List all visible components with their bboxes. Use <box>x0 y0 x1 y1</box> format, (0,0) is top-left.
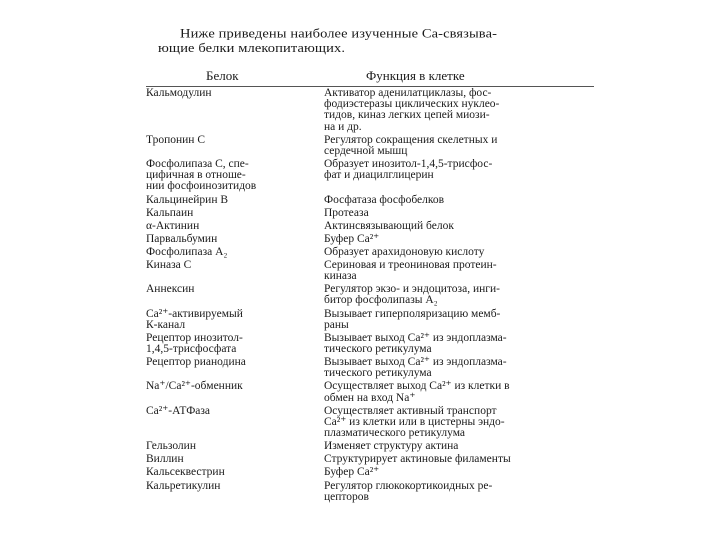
protein-name-cell: Тропонин С <box>146 133 205 146</box>
protein-name-cell: Кальретикулин <box>146 479 221 492</box>
table-row <box>146 309 596 331</box>
protein-function-cell: Активатор аденилатциклазы, фос- фодиэстеразы циклических нуклео- тидов, киназ легких цепей миози- на и др. <box>324 87 500 133</box>
table-row <box>146 481 596 503</box>
header-divider <box>146 86 594 87</box>
intro-text <box>158 27 598 56</box>
table-row <box>146 467 596 478</box>
table-row <box>146 441 596 452</box>
table-row <box>146 284 596 306</box>
column-header-function: Функция в клетке <box>366 68 465 83</box>
protein-name-cell: Киназа С <box>146 258 192 271</box>
protein-function-cell: Буфер Са²⁺ <box>324 466 380 479</box>
protein-name-cell: Кальпаин <box>146 206 194 219</box>
table-row <box>146 88 596 133</box>
protein-function-cell: Осуществляет выход Са²⁺ из клетки в обмен на вход Na⁺ <box>324 380 510 404</box>
table-body <box>146 88 596 503</box>
table-row <box>146 406 596 440</box>
protein-name-cell: Кальцинейрин В <box>146 193 229 206</box>
intro-line-1: Ниже приведены наиболее изученные Са-связыва- <box>180 27 498 41</box>
column-header-protein: Белок <box>206 68 239 83</box>
table-row <box>146 208 596 219</box>
protein-function-cell: Образует арахидоновую кислоту <box>324 245 485 258</box>
protein-function-cell: Фосфатаза фосфобелков <box>324 193 445 206</box>
protein-name-cell: Рецептор инозитол- 1,4,5-трисфосфата <box>146 331 243 356</box>
protein-name-cell: Na⁺/Са²⁺-обменник <box>146 380 243 393</box>
protein-function-cell: Регулятор глюкокортикоидных ре- цепторов <box>324 479 493 503</box>
protein-function-cell: Протеаза <box>324 206 369 219</box>
protein-name-cell: Парвальбумин <box>146 232 218 245</box>
protein-function-cell: Образует инозитол-1,4,5-трисфос- фат и диацилглицерин <box>324 158 493 182</box>
table-row <box>146 381 596 403</box>
protein-function-cell: Сериновая и треониновая протеин- киназа <box>324 258 497 283</box>
table-row <box>146 221 596 232</box>
table-row <box>146 234 596 245</box>
table-header <box>146 66 596 88</box>
protein-function-cell: Вызывает гиперполяризацию мемб- раны <box>324 307 501 331</box>
protein-name-cell: Са²⁺-АТФаза <box>146 404 211 417</box>
protein-name-cell: Виллин <box>146 453 184 466</box>
table-row <box>146 454 596 465</box>
protein-name-cell: Кальмодулин <box>146 87 212 99</box>
protein-function-cell: Изменяет структуру актина <box>324 440 459 453</box>
protein-name-cell: Кальсеквестрин <box>146 466 225 479</box>
table-row <box>146 260 596 282</box>
protein-name-cell: Фосфолипаза А₂ <box>146 245 228 258</box>
protein-function-cell: Актинсвязывающий белок <box>324 219 454 232</box>
protein-name-cell: Гельзолин <box>146 440 196 453</box>
calcium-binding-proteins-table <box>146 66 596 505</box>
table-row <box>146 195 596 206</box>
protein-function-cell: Вызывает выход Са²⁺ из эндоплазма- тического ретикулума <box>324 356 507 380</box>
protein-name-cell: α-Актинин <box>146 219 200 232</box>
protein-name-cell: Са²⁺-активируемый К-канал <box>146 307 243 331</box>
intro-line-2: ющие белки млекопитающих. <box>158 41 346 56</box>
table-row <box>146 135 596 157</box>
protein-name-cell: Аннексин <box>146 283 195 296</box>
table-row <box>146 333 596 355</box>
protein-function-cell: Буфер Са²⁺ <box>324 232 380 245</box>
protein-function-cell: Осуществляет активный транспорт Са²⁺ из клетки или в цистерны эндо- плазматического ретикулума <box>324 404 505 440</box>
protein-name-cell: Фосфолипаза С, спе- цифичная в отноше- нии фосфоинозитидов <box>146 158 257 193</box>
table-row <box>146 357 596 379</box>
protein-function-cell: Структурирует актиновые филаменты <box>324 453 511 466</box>
protein-function-cell: Вызывает выход Са²⁺ из эндоплазма- тического ретикулума <box>324 331 507 356</box>
table-row <box>146 159 596 193</box>
protein-function-cell: Регулятор экзо- и эндоцитоза, инги- битор фосфолипазы А₂ <box>324 283 500 307</box>
table-row <box>146 247 596 258</box>
protein-function-cell: Регулятор сокращения скелетных и сердечной мышц <box>324 133 498 157</box>
protein-name-cell: Рецептор рианодина <box>146 356 246 369</box>
